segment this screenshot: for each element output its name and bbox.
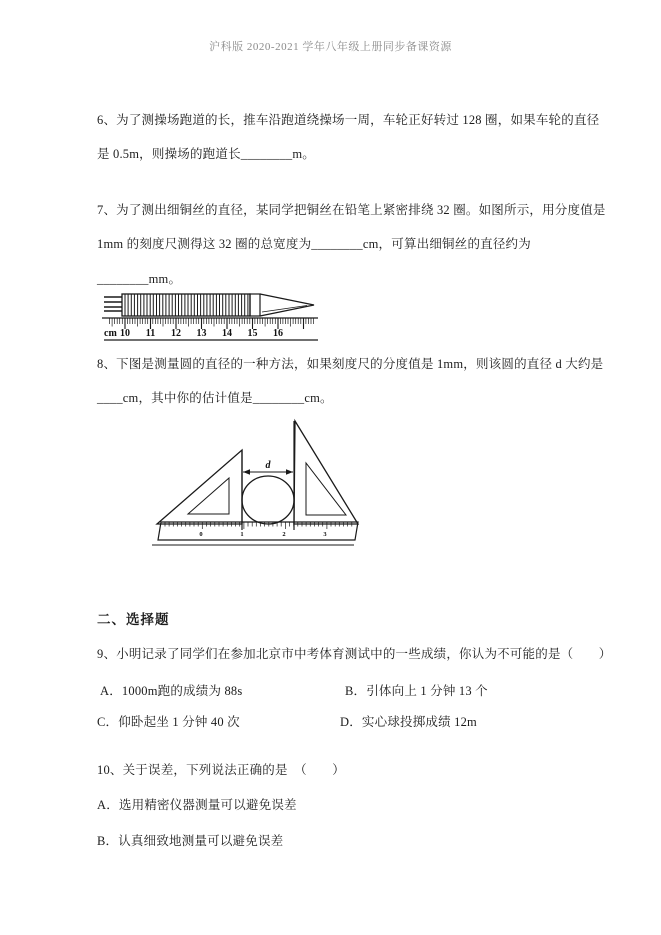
ruler-tick-label: 0 [199, 531, 203, 538]
ruler-tick-label: 1 [240, 531, 244, 538]
ruler-tick-label: 14 [222, 328, 232, 339]
wire-tail [104, 297, 122, 311]
question-7-line-1: 7、为了测出细铜丝的直径，某同学把铜丝在铅笔上紧密排绕 32 圈。如图所示，用分度值是 [97, 203, 606, 217]
ruler-tick-label: 15 [247, 328, 258, 339]
ruler-tick-label: 11 [145, 328, 156, 339]
ruler-unit-label: cm [104, 328, 117, 339]
pencil-tip [260, 294, 314, 316]
diameter-arrow [243, 460, 293, 475]
section-2-heading: 二、选择题 [97, 612, 170, 627]
question-6-line-2: 是 0.5m，则操场的跑道长________m。 [97, 147, 315, 161]
right-set-square [294, 421, 358, 524]
question-8-line-2: ____cm，其中你的估计值是________cm。 [97, 391, 333, 405]
pencil-ferrule [250, 294, 260, 316]
ruler-body [158, 522, 358, 540]
question-7-line-3: ________mm。 [97, 272, 182, 286]
question-9-option-b: B．引体向上 1 分钟 13 个 [345, 684, 488, 698]
question-7-line-2: 1mm 的刻度尺测得这 32 圈的总宽度为________cm，可算出细铜丝的直径约为 [97, 237, 531, 251]
document-header: 沪科版 2020-2021 学年八年级上册同步备课资源 [209, 41, 452, 53]
question-8-line-1: 8、下图是测量圆的直径的一种方法，如果刻度尺的分度值是 1mm，则该圆的直径 d 大约是 [97, 357, 604, 371]
ruler-tick-label: 2 [282, 531, 286, 538]
wire-coil-turns [125, 294, 248, 316]
ruler-tick-label: 16 [273, 328, 283, 339]
question-9-option-d: D．实心球投掷成绩 12m [340, 715, 477, 729]
question-6-line-1: 6、为了测操场跑道的长，推车沿跑道绕操场一周，车轮正好转过 128 圈，如果车轮的直径 [97, 113, 600, 127]
diameter-label: d [265, 460, 271, 471]
question-10-option-a: A．选用精密仪器测量可以避免误差 [97, 798, 297, 812]
measured-circle [242, 476, 294, 524]
left-set-square-inner [188, 478, 229, 514]
ruler-minor-ticks [110, 318, 314, 327]
figure-circle-diameter-measurement [140, 413, 362, 549]
figure-wire-coil-ruler [102, 286, 320, 346]
ruler-tick-label: 12 [171, 328, 181, 339]
question-10-stem: 10、关于误差，下列说法正确的是 （ ） [97, 763, 345, 777]
question-9-option-a: A．1000m跑的成绩为 88s [100, 684, 243, 698]
question-9-option-c: C．仰卧起坐 1 分钟 40 次 [97, 715, 240, 729]
ruler-tick-label: 3 [323, 531, 327, 538]
question-10-option-b: B．认真细致地测量可以避免误差 [97, 834, 284, 848]
ruler-tick-label: 10 [120, 328, 130, 339]
question-9-stem: 9、小明记录了同学们在参加北京市中考体育测试中的一些成绩，你认为不可能的是（ ） [97, 647, 612, 661]
ruler-tick-label: 13 [196, 328, 207, 339]
